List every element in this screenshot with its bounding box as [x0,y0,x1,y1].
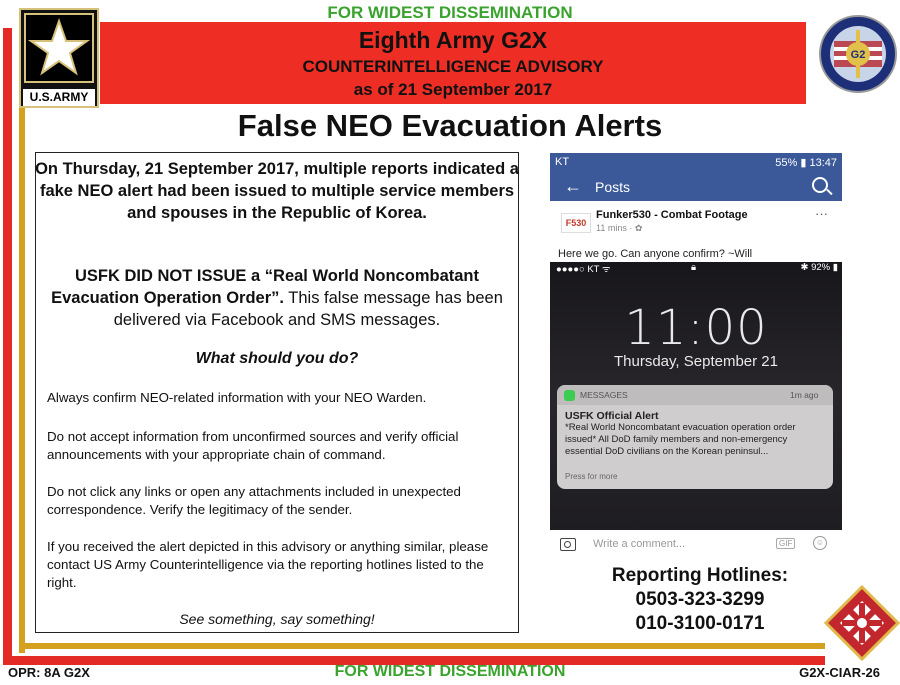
notification-title: USFK Official Alert [565,410,659,422]
padlock-icon: 🔒︎ [691,262,697,273]
tip-1: Always confirm NEO-related information with your NEO Warden. [47,390,427,405]
top-dissemination: FOR WIDEST DISSEMINATION [327,3,573,22]
camera-icon[interactable] [560,538,576,551]
messages-icon [564,390,575,401]
lock-status-left: ●●●●○ KT ᯤ [556,264,611,275]
notification-more: Press for more [565,472,618,481]
nav-title: Posts [595,179,631,195]
as-of-date: as of 21 September 2017 [353,80,553,99]
eighth-army-patch-icon [824,585,900,661]
team21-seal-icon [818,5,898,103]
bottom-dissemination: FOR WIDEST DISSEMINATION [334,663,566,680]
advisory-title: COUNTERINTELLIGENCE ADVISORY [302,57,604,76]
facebook-nav-bar [550,173,842,201]
frame-gold-left [19,108,25,653]
phone-status-bar [550,153,842,173]
svg-text:G2: G2 [850,49,866,61]
document-reference: G2X-CIAR-26 [799,665,880,680]
page-logo: F530 [561,213,591,233]
hotline-number-2: 010-3100-0171 [635,613,765,634]
gif-button[interactable]: GIF [776,538,795,549]
army-star-icon [24,13,94,83]
question-heading: What should you do? [195,350,359,367]
more-options-icon[interactable]: ··· [815,206,828,221]
page-name[interactable]: Funker530 - Combat Footage [596,209,748,221]
army-logo-text: U.S.ARMY [23,89,95,106]
status-carrier: KT [555,156,570,168]
smiley-icon[interactable]: ☺ [813,536,827,550]
lock-status-right: ✱ 92% ▮ [800,262,838,273]
search-icon[interactable] [812,177,828,193]
comment-input[interactable]: Write a comment... [593,538,686,550]
page-title: False NEO Evacuation Alerts [237,108,663,143]
tip-2: Do not accept information from unconfirmed sources and verify official announcements with your appropriate chain of command. [47,429,459,462]
hotlines-title: Reporting Hotlines: [611,565,789,586]
tip-4: If you received the alert depicted in this advisory or anything similar, please contact US Army Counterintelligence via the reporting hotlines listed to the right. [47,539,489,590]
notification-app: MESSAGES [580,390,628,400]
tip-3: Do not click any links or open any attachments included in unexpected correspondence. Verify the legitimacy of the sender. [47,484,461,517]
slogan: See something, say something! [179,611,375,627]
post-caption: Here we go. Can anyone confirm? ~Will [558,248,753,260]
lock-date: Thursday, September 21 [614,353,778,370]
notice-rest: This false message has been delivered via Facebook and SMS messages. [113,289,503,329]
hotline-number-1: 0503-323-3299 [635,589,765,610]
opr-label: OPR: 8A G2X [8,665,90,680]
status-right: 55% ▮ 13:47 [775,157,837,169]
back-arrow-icon[interactable]: ← [564,176,582,196]
notification-body: *Real World Noncombatant evacuation operation order issued* All DoD family members and non-emergency essential DoD civilians on the Korean peninsul... [565,422,796,457]
lock-time: 11:00 [624,300,768,356]
lockscreen-status [556,262,838,275]
unit-title: Eighth Army G2X [358,27,548,53]
notice-paragraph [35,265,519,331]
notification-time: 1m ago [790,390,819,400]
frame-gold-bottom [19,643,825,649]
notice-bold: USFK DID NOT ISSUE a “Real World Noncombatant Evacuation Operation Order”. [51,267,479,307]
intro-paragraph: On Thursday, 21 September 2017, multiple reports indicated a fake NEO alert had been issued to multiple service members and spouses in the Republic of Korea. [35,160,519,222]
post-time: 11 mins · ✿ [596,223,643,233]
